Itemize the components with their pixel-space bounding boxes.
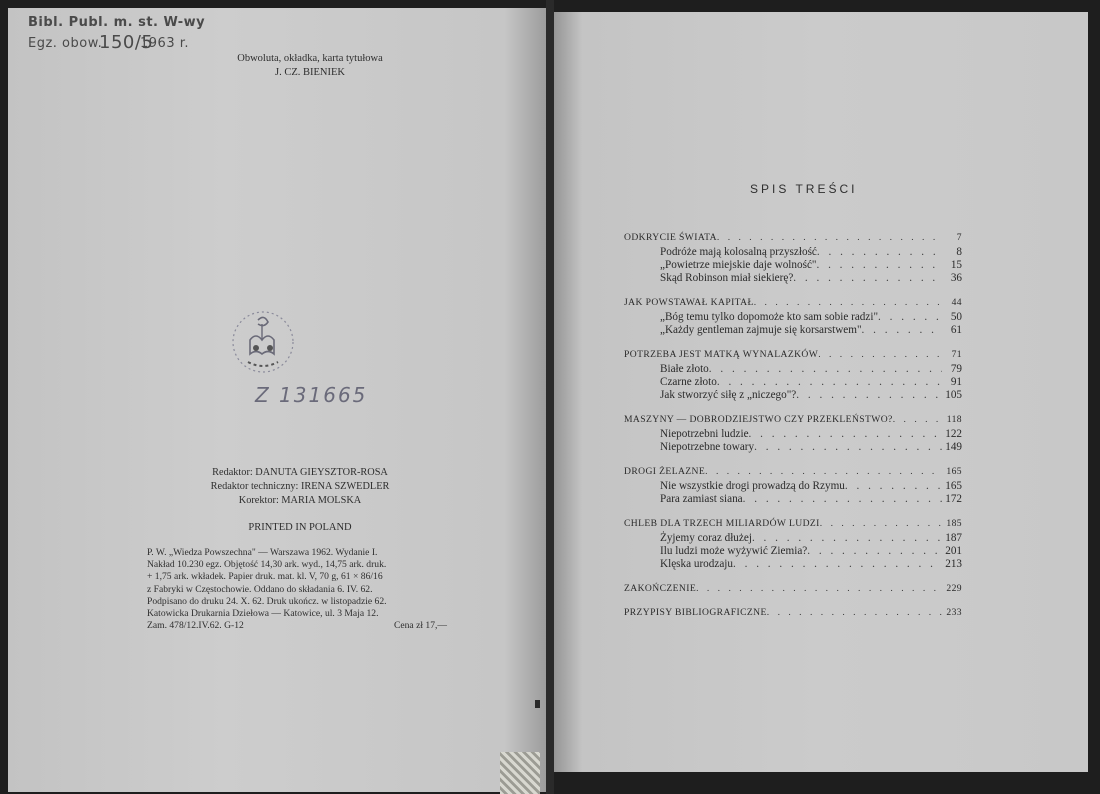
- page-mark: [535, 700, 540, 708]
- toc-chapter-title: CHLEB DLA TRZECH MILIARDÓW LUDZI: [624, 518, 820, 529]
- toc-subchapter-page-number: 187: [945, 532, 962, 544]
- toc-subchapter-title: Niepotrzebni ludzie: [660, 428, 749, 440]
- toc-section: [624, 348, 962, 402]
- dot-leader: [793, 272, 942, 285]
- toc-subchapter-page-number: 105: [945, 389, 962, 401]
- toc-section: [624, 413, 962, 454]
- dot-leader: [817, 246, 942, 259]
- dot-leader: [878, 311, 942, 324]
- technical-editor-line: Redaktor techniczny: IRENA SZWEDLER: [210, 481, 390, 492]
- toc-subchapter-page-number: 15: [950, 259, 962, 271]
- toc-subchapter: [624, 272, 962, 285]
- imprint-line: z Fabryki w Częstochowie. Oddano do składania 6. IV. 62.: [147, 583, 373, 595]
- toc-subchapter-title: Jak stworzyć siłę z „niczego"?: [660, 389, 797, 401]
- dot-leader: [807, 545, 942, 558]
- toc-subchapter-page-number: 122: [945, 428, 962, 440]
- toc-title: SPIS TREŚCI: [750, 182, 858, 196]
- toc-subchapter-page-number: 50: [950, 311, 962, 323]
- order-number: Zam. 478/12.IV.62. G-12: [147, 620, 244, 632]
- book-gutter: [546, 0, 554, 794]
- toc-subchapter: [624, 324, 962, 337]
- inventory-number: Z 131665: [255, 383, 368, 407]
- toc-section: [624, 465, 962, 506]
- toc-chapter-page-number: 118: [946, 414, 962, 425]
- editorial-credits: [160, 466, 440, 508]
- toc-chapter-page-number: 71: [951, 349, 962, 360]
- dot-leader: [696, 582, 942, 595]
- dot-leader: [754, 441, 942, 454]
- toc-chapter: [624, 582, 962, 595]
- dot-leader: [893, 413, 942, 426]
- toc-subchapter-page-number: 172: [945, 493, 962, 505]
- toc-chapter: [624, 606, 962, 619]
- toc-subchapter-title: „Bóg temu tylko dopomoże kto sam sobie radzi": [660, 311, 879, 323]
- toc-subchapter-title: Żyjemy coraz dłużej: [660, 532, 752, 544]
- dot-leader: [752, 532, 942, 545]
- toc-chapter-page-number: 233: [946, 607, 962, 618]
- dot-leader: [743, 493, 942, 506]
- cover-credits: [180, 52, 440, 80]
- toc-chapter-title: JAK POWSTAWAŁ KAPITAŁ: [624, 297, 754, 308]
- toc-subchapter-page-number: 61: [950, 324, 962, 336]
- cover-credits-line: Obwoluta, okładka, karta tytułowa: [237, 53, 383, 64]
- toc-subchapter-page-number: 165: [945, 480, 962, 492]
- toc-subchapter-title: Białe złoto: [660, 363, 709, 375]
- toc-subchapter: [624, 363, 962, 376]
- toc-subchapter-title: Para zamiast siana: [660, 493, 743, 505]
- toc-section: [624, 296, 962, 337]
- toc-subchapter-title: Klęska urodzaju: [660, 558, 734, 570]
- toc-subchapter: [624, 428, 962, 441]
- dot-leader: [733, 558, 942, 571]
- dot-leader: [709, 363, 942, 376]
- toc-chapter: [624, 517, 962, 530]
- toc-subchapter-title: Czarne złoto: [660, 376, 717, 388]
- dot-leader: [717, 231, 942, 244]
- dot-leader: [818, 348, 942, 361]
- handwritten-year: 1963 r.: [140, 36, 189, 51]
- proofreader-line: Korektor: MARIA MOLSKA: [238, 495, 362, 506]
- toc-subchapter-page-number: 201: [945, 545, 962, 557]
- toc-subchapter-title: Skąd Robinson miał siekierę?: [660, 272, 794, 284]
- dot-leader: [754, 296, 942, 309]
- toc-subchapter-title: Nie wszystkie drogi prowadzą do Rzymu: [660, 480, 845, 492]
- toc-chapter: [624, 296, 962, 309]
- toc-subchapter-page-number: 36: [950, 272, 962, 284]
- toc-subchapter-title: Ilu ludzi może wyżywić Ziemia?: [660, 545, 808, 557]
- handwritten-copy-number: 150/5: [99, 32, 154, 53]
- toc-subchapter-page-number: 91: [950, 376, 962, 388]
- table-of-contents: [624, 231, 962, 630]
- toc-subchapter: [624, 545, 962, 558]
- handwritten-library-note: Bibl. Publ. m. st. W-wy: [28, 15, 206, 30]
- dot-leader: [749, 428, 942, 441]
- toc-chapter-page-number: 185: [946, 518, 962, 529]
- toc-chapter-title: ODKRYCIE ŚWIATA: [624, 232, 717, 243]
- dot-leader: [862, 324, 942, 337]
- toc-chapter-title: DROGI ŻELAZNE: [624, 466, 706, 477]
- toc-subchapter-page-number: 79: [950, 363, 962, 375]
- toc-subchapter: [624, 558, 962, 571]
- toc-subchapter: [624, 246, 962, 259]
- dot-leader: [767, 606, 942, 619]
- toc-subchapter-page-number: 213: [945, 558, 962, 570]
- toc-subchapter: [624, 480, 962, 493]
- toc-subchapter: [624, 311, 962, 324]
- toc-chapter-page-number: 165: [946, 466, 962, 477]
- toc-section: [624, 231, 962, 285]
- toc-chapter-title: MASZYNY — DOBRODZIEJSTWO CZY PRZEKLEŃSTWO?: [624, 414, 893, 425]
- toc-subchapter: [624, 376, 962, 389]
- toc-chapter: [624, 348, 962, 361]
- price: Cena zł 17,—: [393, 620, 447, 632]
- toc-subchapter: [624, 389, 962, 402]
- imprint-last-line: [147, 620, 447, 632]
- imprint-line: Podpisano do druku 24. X. 62. Druk ukończ. w listopadzie 62.: [147, 595, 387, 607]
- toc-subchapter-title: „Powietrze miejskie daje wolność": [660, 259, 817, 271]
- dot-leader: [705, 465, 942, 478]
- toc-chapter-page-number: 44: [951, 297, 962, 308]
- imprint-line: + 1,75 ark. wkładek. Papier druk. mat. kl. V, 70 g, 61 × 86/16: [147, 571, 383, 583]
- toc-chapter-title: POTRZEBA JEST MATKĄ WYNALAZKÓW: [624, 349, 819, 360]
- toc-chapter-page-number: 229: [946, 583, 962, 594]
- toc-chapter: [624, 231, 962, 244]
- toc-subchapter: [624, 493, 962, 506]
- toc-subchapter-title: Podróże mają kolosalną przyszłość: [660, 246, 817, 258]
- toc-chapter: [624, 465, 962, 478]
- editor-line: Redaktor: DANUTA GIEYSZTOR-ROSA: [212, 467, 388, 478]
- imprint-line: P. W. „Wiedza Powszechna" — Warszawa 1962. Wydanie I.: [147, 547, 378, 558]
- toc-section: [624, 517, 962, 571]
- toc-chapter-title: ZAKOŃCZENIE: [624, 583, 697, 594]
- toc-subchapter: [624, 441, 962, 454]
- imprint-line: Katowicka Drukarnia Dziełowa — Katowice, ul. 3 Maja 12.: [147, 608, 379, 620]
- toc-section: [624, 606, 962, 619]
- toc-subchapter: [624, 532, 962, 545]
- imprint-block: [147, 547, 447, 632]
- toc-subchapter-title: „Każdy gentleman zajmuje się korsarstwem": [660, 324, 862, 336]
- dot-leader: [796, 389, 942, 402]
- cover-designer: J. CZ. BIENIEK: [275, 67, 345, 78]
- toc-section: [624, 582, 962, 595]
- toc-subchapter: [624, 259, 962, 272]
- library-stamp-icon: [228, 300, 298, 386]
- toc-chapter-page-number: 7: [956, 232, 962, 243]
- toc-subchapter-page-number: 149: [945, 441, 962, 453]
- toc-chapter-title: PRZYPISY BIBLIOGRAFICZNE: [624, 607, 767, 618]
- dot-leader: [717, 376, 942, 389]
- dot-leader: [845, 480, 942, 493]
- printed-in-poland: PRINTED IN POLAND: [248, 522, 352, 533]
- toc-subchapter-page-number: 8: [956, 246, 962, 258]
- book-binding: [500, 752, 540, 794]
- handwritten-copy-note: Egz. obow.: [28, 36, 103, 51]
- dot-leader: [816, 259, 942, 272]
- imprint-line: Nakład 10.230 egz. Objętość 14,30 ark. wyd., 14,75 ark. druk.: [147, 559, 387, 571]
- toc-subchapter-title: Niepotrzebne towary: [660, 441, 755, 453]
- toc-chapter: [624, 413, 962, 426]
- dot-leader: [820, 517, 942, 530]
